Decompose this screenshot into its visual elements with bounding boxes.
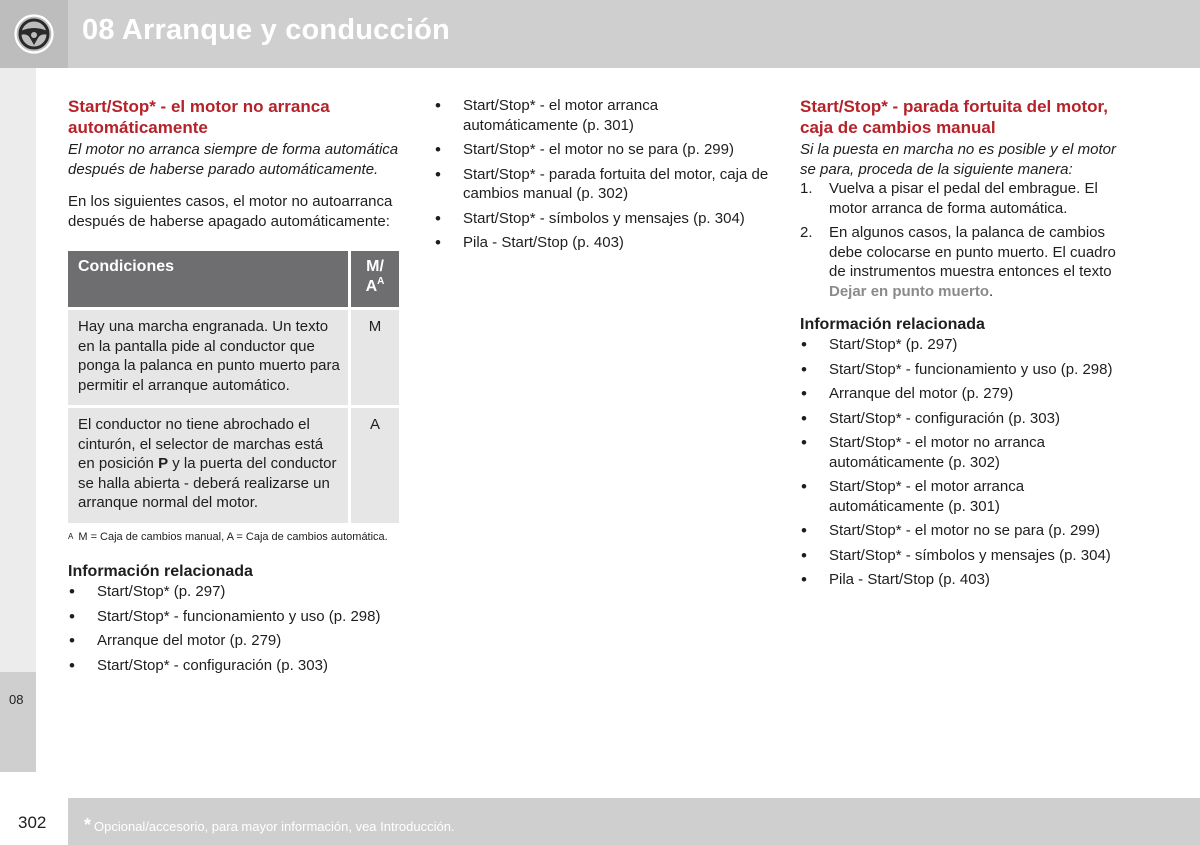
gear-position: P	[158, 455, 169, 472]
steps-list	[800, 179, 1132, 301]
related-link[interactable]: • Start/Stop* - símbolos y mensajes (p. 304)	[800, 546, 1132, 566]
step-text: En algunos casos, la palanca de cambios debe colocarse en punto muerto. El cuadro de instrumentos muestra entonces el texto	[829, 224, 1116, 280]
table-row	[68, 309, 399, 407]
section-heading: Start/Stop* - parada fortuita del motor, caja de cambios manual	[800, 97, 1108, 137]
related-link[interactable]: • Start/Stop* - el motor arranca automáticamente (p. 301)	[800, 477, 1132, 516]
page-header	[0, 0, 1200, 68]
section-heading: Start/Stop* - el motor no arranca automáticamente	[68, 97, 330, 137]
condition-text: El conductor no tiene abrochado el cinturón, el selector de marchas está en posición	[78, 416, 324, 472]
related-list	[68, 582, 400, 675]
section-intro: Si la puesta en marcha no es posible y el motor se para, proceda de la siguiente manera:	[800, 141, 1117, 178]
related-heading: Información relacionada	[68, 563, 253, 580]
step-item	[800, 179, 1132, 218]
table-cell-value: A	[350, 407, 400, 523]
related-link[interactable]: • Start/Stop* - el motor no arranca automáticamente (p. 302)	[800, 433, 1132, 472]
related-heading: Información relacionada	[800, 316, 985, 333]
footnote-text: M = Caja de cambios manual, A = Caja de cambios automática.	[78, 530, 388, 543]
page-number: 302	[18, 813, 47, 832]
steering-wheel-icon	[14, 14, 54, 54]
footnote-mark: A	[68, 531, 74, 541]
related-link[interactable]: • Start/Stop* - parada fortuita del motor, caja de cambios manual (p. 302)	[434, 165, 770, 204]
related-link[interactable]: • Start/Stop* - el motor arranca automáticamente (p. 301)	[434, 96, 770, 135]
related-link[interactable]: • Start/Stop* - símbolos y mensajes (p. 304)	[434, 209, 770, 229]
table-footnote	[68, 531, 400, 544]
related-link[interactable]: • Start/Stop* (p. 297)	[800, 335, 1132, 355]
chapter-title: 08 Arranque y conducción	[82, 14, 450, 46]
table-header-gearbox: M/ $A^A$	[350, 251, 400, 309]
related-link[interactable]: • Start/Stop* (p. 297)	[68, 582, 400, 602]
right-column	[800, 96, 1132, 595]
chapter-icon-box	[0, 0, 68, 68]
page-footer	[68, 798, 1200, 845]
table-cell-condition: Hay una marcha engranada. Un texto en la pantalla pide al conductor que ponga la palanca en punto muerto para permitir el arranque automático.	[68, 309, 350, 407]
conditions-table	[68, 251, 399, 523]
related-link[interactable]: • Start/Stop* - configuración (p. 303)	[68, 656, 400, 676]
table-header-conditions: Condiciones	[68, 251, 350, 309]
section-intro: El motor no arranca siempre de forma automática después de haberse parado automáticamente.	[68, 141, 399, 178]
margin-bar	[0, 68, 36, 772]
step-text: Vuelva a pisar el pedal del embrague. El motor arranca de forma automática.	[829, 180, 1098, 217]
footer-note	[84, 815, 455, 836]
asterisk-mark: *	[84, 815, 92, 835]
related-link[interactable]: • Pila - Start/Stop (p. 403)	[434, 233, 770, 253]
table-cell-value: M	[350, 309, 400, 407]
table-cell-condition	[68, 407, 350, 523]
table-row	[68, 407, 399, 523]
related-link[interactable]: • Arranque del motor (p. 279)	[68, 631, 400, 651]
related-link[interactable]: • Start/Stop* - funcionamiento y uso (p. 298)	[800, 360, 1132, 380]
step-text-end: .	[989, 282, 994, 300]
chapter-tab-label: 08	[9, 692, 24, 707]
related-link[interactable]: • Start/Stop* - funcionamiento y uso (p. 298)	[68, 607, 400, 627]
related-link[interactable]: • Arranque del motor (p. 279)	[800, 384, 1132, 404]
condition-text: y la puerta del conductor se halla abierta - deberá realizarse un arranque normal del motor.	[78, 455, 337, 511]
chapter-tab[interactable]	[0, 672, 36, 772]
related-link[interactable]: • Start/Stop* - configuración (p. 303)	[800, 409, 1132, 429]
related-list	[434, 96, 770, 253]
step-item	[800, 223, 1132, 301]
left-column	[68, 96, 400, 680]
step-number: 2.	[800, 224, 813, 241]
footnote-ref: A	[377, 276, 385, 287]
display-message: Dejar en punto muerto	[829, 282, 990, 300]
step-number: 1.	[800, 180, 813, 197]
footer-note-text: Opcional/accesorio, para mayor información, vea Introducción.	[94, 819, 455, 834]
middle-column	[434, 96, 770, 258]
related-link[interactable]: • Start/Stop* - el motor no se para (p. 299)	[800, 521, 1132, 541]
related-list	[800, 335, 1132, 590]
table-header-row	[68, 251, 399, 309]
related-link[interactable]: • Start/Stop* - el motor no se para (p. 299)	[434, 140, 770, 160]
section-body: En los siguientes casos, el motor no autoarranca después de haberse apagado automáticamente:	[68, 193, 393, 230]
related-link[interactable]: • Pila - Start/Stop (p. 403)	[800, 570, 1132, 590]
